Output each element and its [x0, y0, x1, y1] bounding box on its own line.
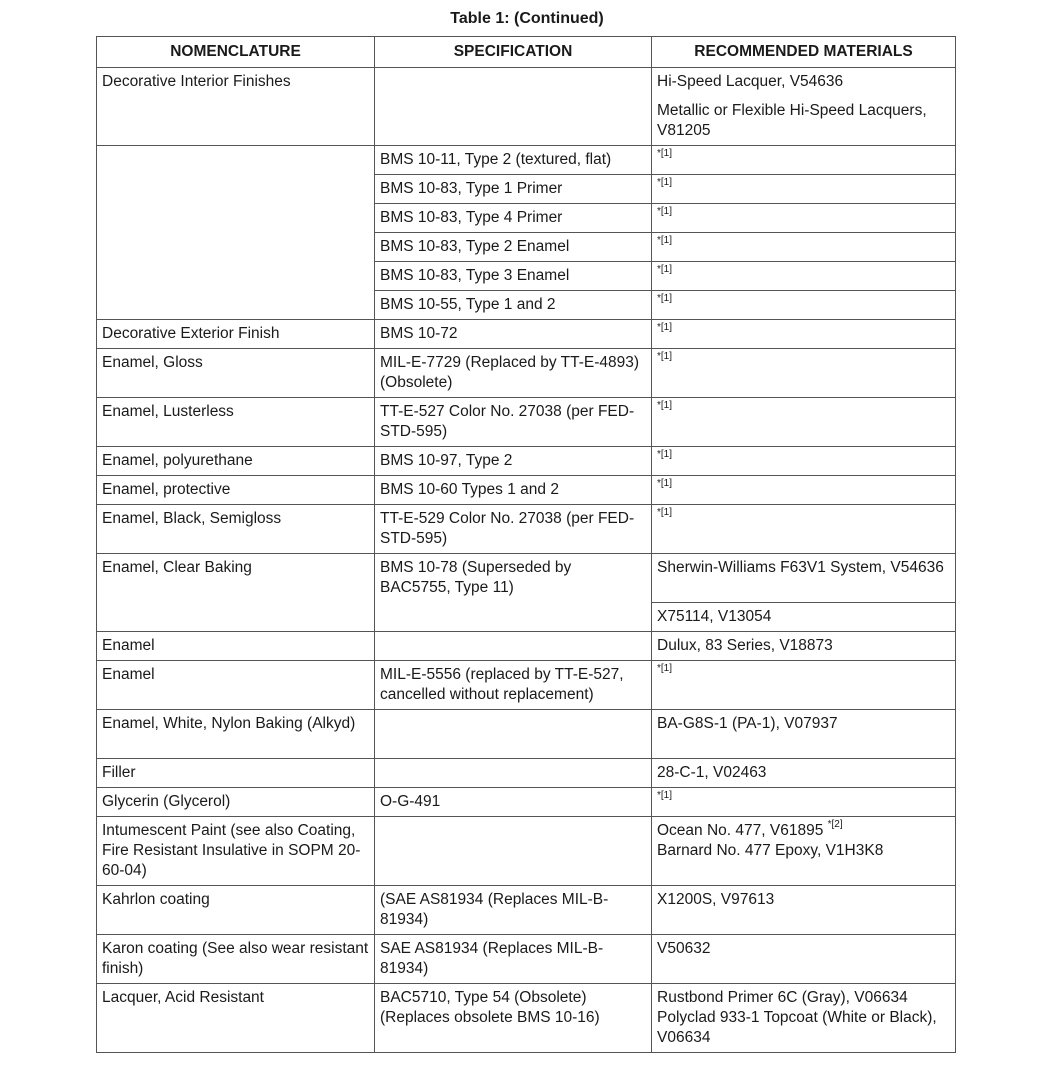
nomenclature-cell: Enamel, polyurethane — [97, 447, 375, 476]
specification-cell: SAE AS81934 (Replaces MIL-B-81934) — [375, 935, 652, 984]
material-cell: Sherwin-Williams F63V1 System, V54636 — [652, 554, 956, 603]
material-cell: X75114, V13054 — [652, 603, 956, 632]
header-recommended-materials: RECOMMENDED MATERIALS — [652, 37, 956, 68]
nomenclature-cell: Kahrlon coating — [97, 886, 375, 935]
note-reference: *[1] — [657, 663, 673, 674]
specification-cell: O-G-491 — [375, 788, 652, 817]
material-line: Rustbond Primer 6C (Gray), V06634 — [657, 989, 908, 1006]
note-reference: *[1] — [657, 400, 673, 411]
specification-cell: BMS 10-78 (Superseded by BAC5755, Type 11) — [375, 554, 652, 632]
table-row — [97, 398, 956, 447]
nomenclature-cell: Enamel, protective — [97, 476, 375, 505]
material-cell — [652, 661, 956, 710]
note-reference: *[1] — [657, 177, 673, 188]
specification-cell: TT-E-529 Color No. 27038 (per FED-STD-595) — [375, 505, 652, 554]
note-reference: *[1] — [657, 507, 673, 518]
note-reference: *[1] — [657, 478, 673, 489]
nomenclature-cell — [97, 146, 375, 320]
table-header-row — [97, 37, 956, 68]
table-row — [97, 661, 956, 710]
nomenclature-cell: Filler — [97, 759, 375, 788]
material-cell — [652, 320, 956, 349]
material-cell: V50632 — [652, 935, 956, 984]
nomenclature-cell: Enamel, Gloss — [97, 349, 375, 398]
specification-cell: MIL-E-5556 (replaced by TT-E-527, cancelled without replacement) — [375, 661, 652, 710]
note-reference: *[1] — [657, 790, 673, 801]
material-line: Barnard No. 477 Epoxy, V1H3K8 — [657, 842, 884, 859]
specification-cell — [375, 710, 652, 759]
material-cell — [652, 175, 956, 204]
material-cell — [652, 291, 956, 320]
table-row — [97, 554, 956, 603]
specification-cell: BAC5710, Type 54 (Obsolete) (Replaces obsolete BMS 10-16) — [375, 984, 652, 1053]
specification-cell: MIL-E-7729 (Replaced by TT-E-4893) (Obsolete) — [375, 349, 652, 398]
materials-table — [96, 36, 956, 1053]
nomenclature-cell: Enamel, Lusterless — [97, 398, 375, 447]
material-cell — [652, 146, 956, 175]
nomenclature-cell: Glycerin (Glycerol) — [97, 788, 375, 817]
table-row — [97, 505, 956, 554]
material-cell — [652, 817, 956, 886]
nomenclature-cell: Lacquer, Acid Resistant — [97, 984, 375, 1053]
material-cell — [652, 984, 956, 1053]
material-cell — [652, 788, 956, 817]
specification-cell: BMS 10-83, Type 4 Primer — [375, 204, 652, 233]
specification-cell — [375, 759, 652, 788]
note-reference: *[1] — [657, 206, 673, 217]
nomenclature-cell: Intumescent Paint (see also Coating, Fire Resistant Insulative in SOPM 20-60-04) — [97, 817, 375, 886]
material-cell: BA-G8S-1 (PA-1), V07937 — [652, 710, 956, 759]
nomenclature-cell: Enamel — [97, 661, 375, 710]
nomenclature-cell: Decorative Interior Finishes — [97, 68, 375, 146]
note-reference: *[1] — [657, 351, 673, 362]
material-cell — [652, 505, 956, 554]
material-cell — [652, 476, 956, 505]
table-row — [97, 935, 956, 984]
table-row — [97, 632, 956, 661]
specification-cell — [375, 632, 652, 661]
table-row — [97, 710, 956, 759]
nomenclature-cell: Enamel, White, Nylon Baking (Alkyd) — [97, 710, 375, 759]
nomenclature-cell: Karon coating (See also wear resistant finish) — [97, 935, 375, 984]
note-reference: *[2] — [827, 819, 843, 830]
specification-cell: BMS 10-83, Type 2 Enamel — [375, 233, 652, 262]
material-cell: Hi-Speed Lacquer, V54636 — [652, 68, 956, 97]
header-nomenclature: NOMENCLATURE — [97, 37, 375, 68]
table-row — [97, 476, 956, 505]
note-reference: *[1] — [657, 293, 673, 304]
material-cell: 28-C-1, V02463 — [652, 759, 956, 788]
material-cell: Dulux, 83 Series, V18873 — [652, 632, 956, 661]
table-row — [97, 320, 956, 349]
specification-cell — [375, 817, 652, 886]
material-cell — [652, 349, 956, 398]
note-reference: *[1] — [657, 235, 673, 246]
specification-cell: BMS 10-97, Type 2 — [375, 447, 652, 476]
specification-cell — [375, 68, 652, 146]
note-reference: *[1] — [657, 264, 673, 275]
material-cell — [652, 262, 956, 291]
nomenclature-cell: Enamel, Black, Semigloss — [97, 505, 375, 554]
note-reference: *[1] — [657, 148, 673, 159]
specification-cell: BMS 10-55, Type 1 and 2 — [375, 291, 652, 320]
material-line: Polyclad 933-1 Topcoat (White or Black), V06634 — [657, 1009, 937, 1046]
material-cell — [652, 398, 956, 447]
table-row — [97, 886, 956, 935]
table-row — [97, 68, 956, 97]
nomenclature-cell: Enamel — [97, 632, 375, 661]
specification-cell: BMS 10-11, Type 2 (textured, flat) — [375, 146, 652, 175]
specification-cell: TT-E-527 Color No. 27038 (per FED-STD-595) — [375, 398, 652, 447]
material-cell: X1200S, V97613 — [652, 886, 956, 935]
specification-cell: BMS 10-83, Type 3 Enamel — [375, 262, 652, 291]
table-row — [97, 759, 956, 788]
material-line: Ocean No. 477, V61895 — [657, 822, 824, 839]
note-reference: *[1] — [657, 449, 673, 460]
specification-cell: BMS 10-72 — [375, 320, 652, 349]
table-row — [97, 447, 956, 476]
specification-cell: (SAE AS81934 (Replaces MIL-B-81934) — [375, 886, 652, 935]
material-cell — [652, 447, 956, 476]
nomenclature-cell: Decorative Exterior Finish — [97, 320, 375, 349]
table-row — [97, 788, 956, 817]
material-cell — [652, 204, 956, 233]
note-reference: *[1] — [657, 322, 673, 333]
table-row — [97, 984, 956, 1053]
specification-cell: BMS 10-83, Type 1 Primer — [375, 175, 652, 204]
header-specification: SPECIFICATION — [375, 37, 652, 68]
table-row — [97, 349, 956, 398]
material-cell: Metallic or Flexible Hi-Speed Lacquers, V81205 — [652, 97, 956, 146]
specification-cell: BMS 10-60 Types 1 and 2 — [375, 476, 652, 505]
nomenclature-cell: Enamel, Clear Baking — [97, 554, 375, 632]
table-row — [97, 146, 956, 175]
table-row — [97, 817, 956, 886]
table-caption: Table 1: (Continued) — [450, 10, 604, 27]
material-cell — [652, 233, 956, 262]
